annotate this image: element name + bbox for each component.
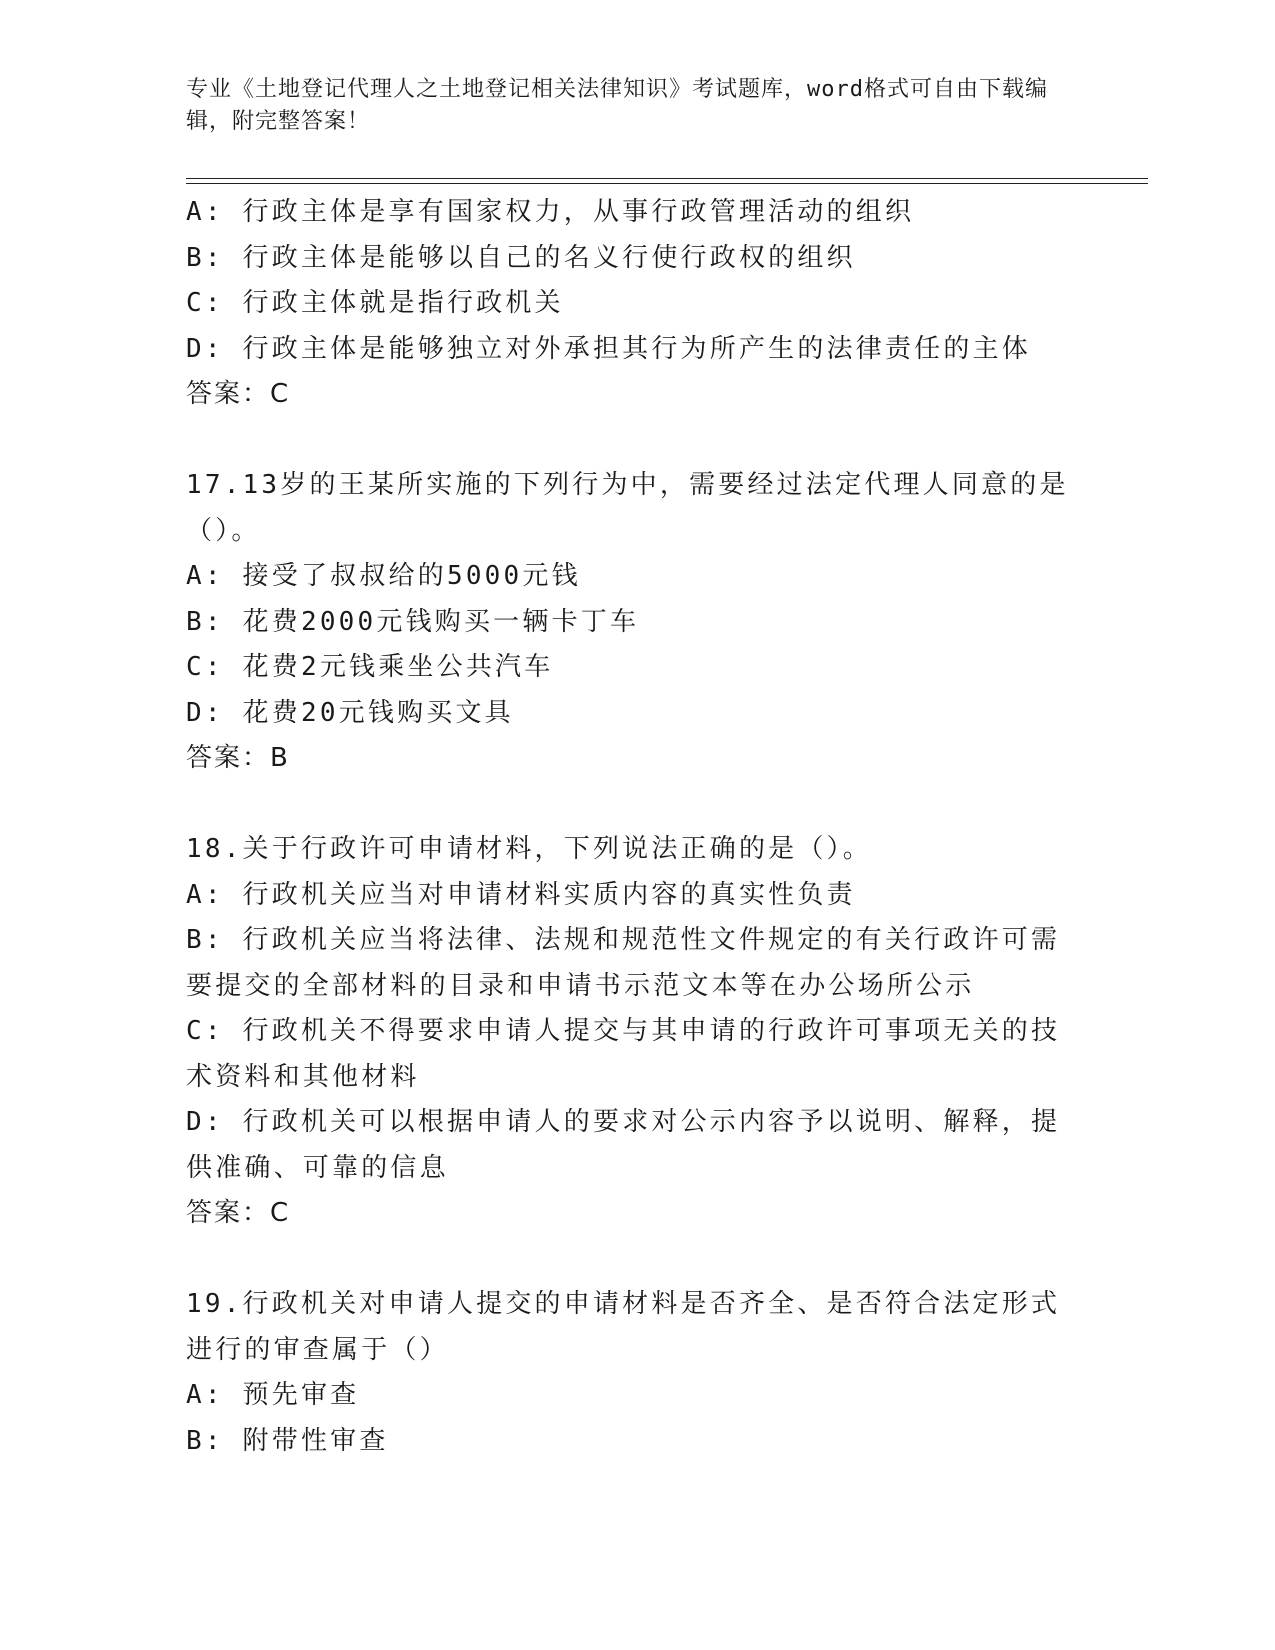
question-stem: 18.关于行政许可申请材料，下列说法正确的是（）。 <box>186 834 872 864</box>
question-stem: 17.13岁的王某所实施的下列行为中，需要经过法定代理人同意的是（）。 <box>186 470 1069 546</box>
document-header <box>186 74 1066 138</box>
question-stem: 19.行政机关对申请人提交的申请材料是否齐全、是否符合法定形式进行的审查属于（） <box>186 1289 1061 1365</box>
option-d: D: 花费20元钱购买文具 <box>186 697 514 728</box>
question-17 <box>186 463 1076 782</box>
option-b: B: 附带性审查 <box>186 1425 389 1456</box>
answer: 答案：C <box>186 1198 291 1228</box>
spacer <box>186 1237 1076 1283</box>
answer: 答案：B <box>186 743 290 773</box>
spacer <box>186 418 1076 464</box>
header-intro-text: 专业《土地登记代理人之土地登记相关法律知识》考试题库，word格式可自由下载编辑，附完整答案！ <box>186 77 1048 134</box>
option-a: A: 行政主体是享有国家权力，从事行政管理活动的组织 <box>186 197 915 227</box>
option-a: A: 行政机关应当对申请材料实质内容的真实性负责 <box>186 879 856 910</box>
question-19 <box>186 1282 1076 1464</box>
header-divider-top <box>186 178 1148 179</box>
option-a: A: 预先审查 <box>186 1380 360 1410</box>
question-content <box>186 190 1076 1464</box>
answer: 答案：C <box>186 379 291 409</box>
option-d: D: 行政机关可以根据申请人的要求对公示内容予以说明、解释，提供准确、可靠的信息 <box>186 1107 1061 1183</box>
option-d: D: 行政主体是能够独立对外承担其行为所产生的法律责任的主体 <box>186 333 1031 364</box>
question-18 <box>186 827 1076 1237</box>
option-c: C: 行政主体就是指行政机关 <box>186 288 564 318</box>
header-divider-bottom <box>186 183 1148 184</box>
option-b: B: 行政机关应当将法律、法规和规范性文件规定的有关行政许可需要提交的全部材料的目录和申请书示范文本等在办公场所公示 <box>186 925 1061 1001</box>
question-16 <box>186 190 1076 418</box>
option-b: B: 花费2000元钱购买一辆卡丁车 <box>186 606 640 637</box>
option-c: C: 花费2元钱乘坐公共汽车 <box>186 652 554 682</box>
spacer <box>186 782 1076 828</box>
option-c: C: 行政机关不得要求申请人提交与其申请的行政许可事项无关的技术资料和其他材料 <box>186 1016 1061 1092</box>
option-a: A: 接受了叔叔给的5000元钱 <box>186 561 581 591</box>
option-b: B: 行政主体是能够以自己的名义行使行政权的组织 <box>186 242 856 273</box>
